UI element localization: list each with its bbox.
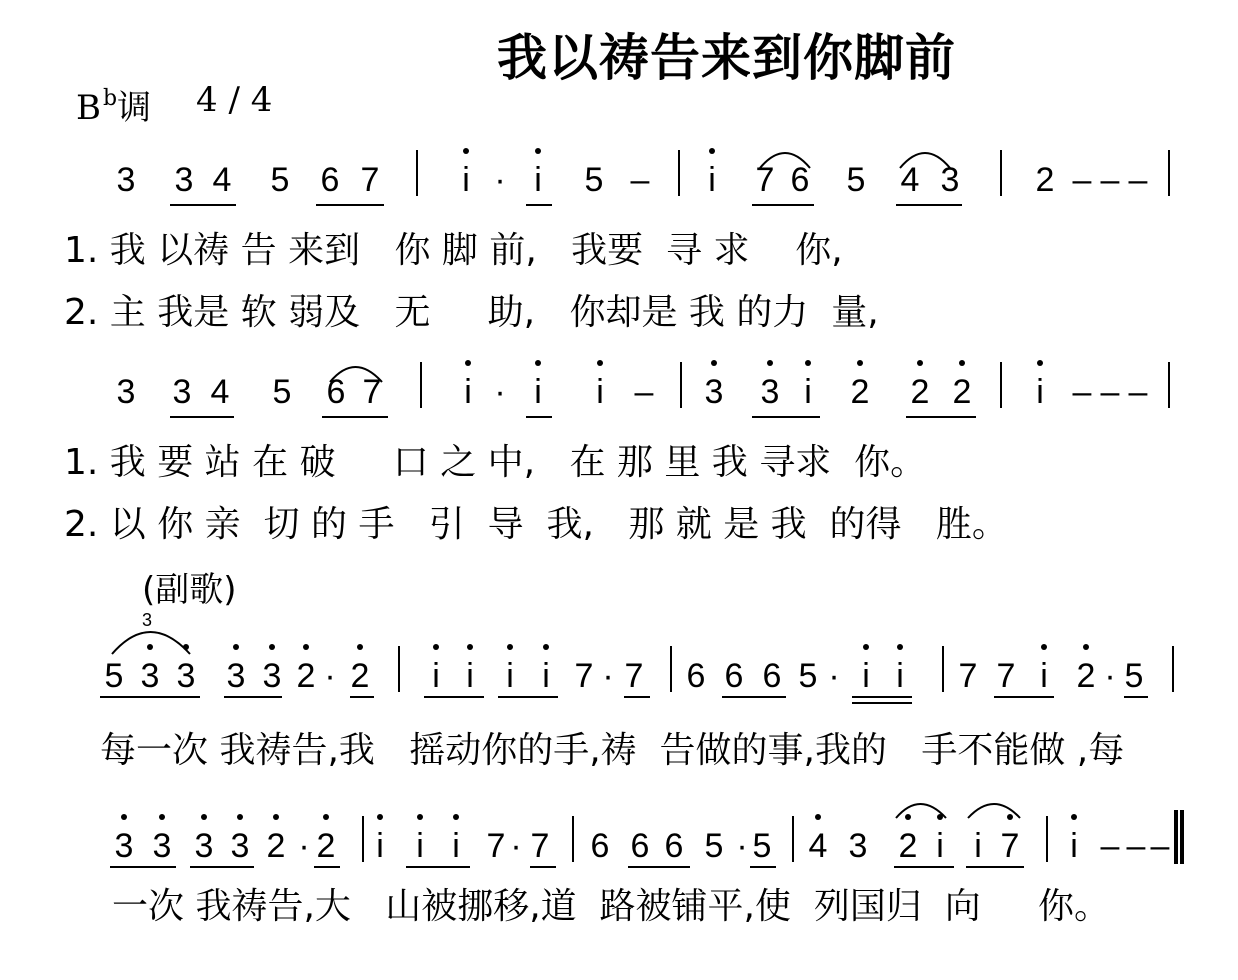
- note-line4-16: 5: [704, 827, 724, 865]
- slur-2: [900, 153, 950, 168]
- note-line3-0: 5: [104, 657, 124, 695]
- note-line1-10: –: [630, 161, 650, 199]
- note-line3-15: 6: [686, 657, 706, 695]
- note-line3-10: i: [506, 657, 514, 695]
- note-line2-20: –: [1128, 373, 1148, 411]
- note-line1-13: 6: [790, 161, 810, 199]
- note-line1-2: 4: [212, 161, 232, 199]
- lyric-verse1-line2: 1. 我 要 站 在 破 口 之 中, 在 那 里 我 寻求 你。: [64, 442, 927, 483]
- note-line4-15: 6: [664, 827, 684, 865]
- note-line1-9: 5: [584, 161, 604, 199]
- note-line4-11: ·: [510, 827, 522, 865]
- note-line3-21: i: [896, 657, 904, 695]
- note-line3-3: 3: [226, 657, 246, 695]
- note-line3-14: 7: [624, 657, 644, 695]
- note-line2-10: –: [634, 373, 654, 411]
- note-line4-18: 5: [752, 827, 772, 865]
- note-line3-22: 7: [958, 657, 978, 695]
- note-line3-27: 5: [1124, 657, 1144, 695]
- note-line4-6: 2: [316, 827, 336, 865]
- slur-4: [896, 804, 946, 818]
- note-line1-0: 3: [116, 161, 136, 199]
- note-line3-7: 2: [350, 657, 370, 695]
- note-line2-8: i: [534, 373, 542, 411]
- note-line3-26: ·: [1104, 657, 1116, 695]
- note-line3-12: 7: [574, 657, 594, 695]
- note-line2-11: 3: [704, 373, 724, 411]
- note-line3-4: 3: [262, 657, 282, 695]
- note-line4-9: i: [452, 827, 460, 865]
- note-line4-23: i: [974, 827, 982, 865]
- note-line4-4: 2: [266, 827, 286, 865]
- note-line3-9: i: [466, 657, 474, 695]
- note-line3-20: i: [862, 657, 870, 695]
- note-line3-13: ·: [602, 657, 614, 695]
- note-line2-2: 4: [210, 373, 230, 411]
- note-line4-22: i: [936, 827, 944, 865]
- note-line2-5: 7: [362, 373, 382, 411]
- key-suffix: 调: [117, 88, 152, 128]
- slur-1: [760, 153, 810, 168]
- note-line3-1: 3: [140, 657, 160, 695]
- note-line4-21: 2: [898, 827, 918, 865]
- note-line1-17: 2: [1035, 161, 1055, 199]
- note-line2-14: 2: [850, 373, 870, 411]
- note-line2-12: 3: [760, 373, 780, 411]
- song-title: 我以祷告来到你脚前: [497, 29, 956, 87]
- note-line2-9: i: [596, 373, 604, 411]
- note-line1-11: i: [708, 161, 716, 199]
- note-line2-1: 3: [172, 373, 192, 411]
- note-line3-16: 6: [724, 657, 744, 695]
- lyric-verse2-line2: 2. 以 你 亲 切 的 手 引 导 我, 那 就 是 我 的得 胜。: [64, 504, 1008, 545]
- note-line4-12: 7: [530, 827, 550, 865]
- note-line1-5: 7: [360, 161, 380, 199]
- note-line2-19: –: [1100, 373, 1120, 411]
- note-line3-25: 2: [1076, 657, 1096, 695]
- triplet-mark: 3: [142, 610, 153, 630]
- note-line3-24: i: [1040, 657, 1048, 695]
- note-line3-11: i: [542, 657, 550, 695]
- note-line4-19: 4: [808, 827, 828, 865]
- note-line4-27: –: [1126, 827, 1146, 865]
- note-line4-0: 3: [114, 827, 134, 865]
- lyric-verse2-line1: 2. 主 我是 软 弱及 无 助, 你却是 我 的力 量,: [64, 292, 879, 333]
- note-line4-20: 3: [848, 827, 868, 865]
- note-line2-4: 6: [326, 373, 346, 411]
- note-line1-19: –: [1100, 161, 1120, 199]
- key-accidental: b: [103, 86, 118, 111]
- note-line4-5: ·: [298, 827, 310, 865]
- slur-3: [330, 367, 382, 382]
- note-line3-19: ·: [828, 657, 840, 695]
- note-line1-3: 5: [270, 161, 290, 199]
- slur-5: [968, 804, 1020, 818]
- note-line2-6: i: [464, 373, 472, 411]
- note-line1-15: 4: [900, 161, 920, 199]
- note-line4-28: –: [1150, 827, 1170, 865]
- note-line2-7: ·: [494, 373, 506, 411]
- note-line3-5: 2: [296, 657, 316, 695]
- note-line3-23: 7: [996, 657, 1016, 695]
- note-line3-2: 3: [176, 657, 196, 695]
- note-line1-6: i: [462, 161, 470, 199]
- note-line1-20: –: [1128, 161, 1148, 199]
- note-line4-24: 7: [1000, 827, 1020, 865]
- note-line3-17: 6: [762, 657, 782, 695]
- lyric-verse1-line1: 1. 我 以祷 告 来到 你 脚 前, 我要 寻 求 你,: [64, 230, 843, 271]
- note-line4-10: 7: [486, 827, 506, 865]
- time-signature: 4 / 4: [196, 80, 273, 120]
- note-line1-12: 7: [755, 161, 775, 199]
- note-line4-13: 6: [590, 827, 610, 865]
- note-line1-18: –: [1072, 161, 1092, 199]
- note-line4-7: i: [376, 827, 384, 865]
- lyric-chorus-line2: 一次 我祷告,大 山被挪移,道 路被铺平,使 列国归 向 你。: [112, 886, 1110, 927]
- note-line4-3: 3: [230, 827, 250, 865]
- note-line4-14: 6: [630, 827, 650, 865]
- triplet-slur: [112, 632, 190, 654]
- note-line1-7: ·: [494, 161, 506, 199]
- note-line4-1: 3: [152, 827, 172, 865]
- note-line2-3: 5: [272, 373, 292, 411]
- note-line2-18: –: [1072, 373, 1092, 411]
- note-line3-18: 5: [798, 657, 818, 695]
- key-base: B: [76, 88, 101, 128]
- lyric-chorus-line1: 每一次 我祷告,我 摇动你的手,祷 告做的事,我的 手不能做 ,每: [100, 730, 1125, 771]
- note-line4-2: 3: [194, 827, 214, 865]
- note-line4-26: –: [1100, 827, 1120, 865]
- note-line3-6: ·: [324, 657, 336, 695]
- note-line4-8: i: [416, 827, 424, 865]
- note-line1-14: 5: [846, 161, 866, 199]
- note-line3-8: i: [432, 657, 440, 695]
- note-line2-13: i: [804, 373, 812, 411]
- note-line1-8: i: [534, 161, 542, 199]
- note-line1-1: 3: [174, 161, 194, 199]
- note-line4-25: i: [1070, 827, 1078, 865]
- note-line2-15: 2: [910, 373, 930, 411]
- note-line2-16: 2: [952, 373, 972, 411]
- note-line2-0: 3: [116, 373, 136, 411]
- note-line1-4: 6: [320, 161, 340, 199]
- note-line2-17: i: [1036, 373, 1044, 411]
- chorus-label: (副歌): [142, 570, 237, 610]
- note-line4-17: ·: [736, 827, 748, 865]
- note-line1-16: 3: [940, 161, 960, 199]
